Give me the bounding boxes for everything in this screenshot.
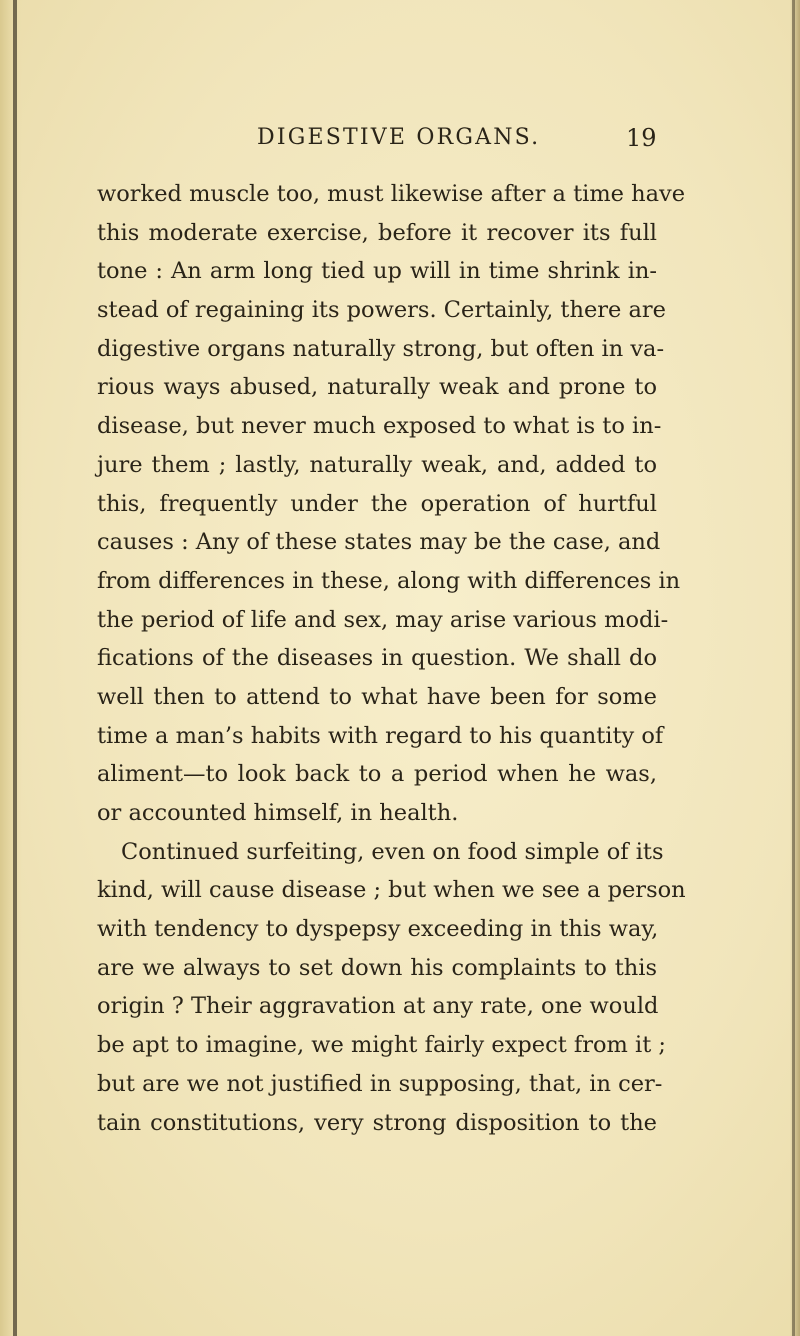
text-line: fications of the diseases in question. We shall do [97,645,657,672]
text-line: are we always to set down his complaints to this [97,954,657,981]
text-line: worked muscle too, must likewise after a time have [97,181,686,207]
paragraph-end-line: or accounted himself, in health. [97,800,459,826]
text-line: the period of life and sex, may arise various modi- [97,606,669,633]
text-line: kind, will cause disease ; but when we see a person [97,877,686,904]
text-line: but are we not justified in supposing, that, in cer- [97,1070,663,1097]
body-text [97,175,686,1142]
text-line: well then to attend to what have been for some [97,683,657,710]
page-number: 19 [626,124,657,152]
text-line: disease, but never much exposed to what is to in- [97,413,662,440]
page-header [0,118,800,158]
text-line: time a man’s habits with regard to his quantity of [97,722,664,749]
running-head: DIGESTIVE ORGANS. [257,125,541,150]
page-left-edge [0,0,22,1336]
right-border-line [792,0,795,1336]
text-line: jure them ; lastly, naturally weak, and, added to [97,451,657,478]
text-line: tone : An arm long tied up will in time shrink in- [97,258,657,285]
paragraph-start-line: Continued surfeiting, even on food simple of its [121,838,664,865]
text-line: digestive organs naturally strong, but often in va- [97,335,665,362]
text-line: aliment—to look back to a period when he was, [97,761,657,788]
text-line: rious ways abused, naturally weak and prone to [97,374,657,401]
text-line: tain constitutions, very strong disposition to the [97,1109,657,1136]
text-line: be apt to imagine, we might fairly expect from it ; [97,1032,666,1059]
text-line: origin ? Their aggravation at any rate, one would [97,993,659,1020]
text-line: causes : Any of these states may be the case, and [97,529,661,556]
binding-line [13,0,17,1336]
text-line: with tendency to dyspepsy exceeding in this way, [97,916,659,943]
text-line: stead of regaining its powers. Certainly, there are [97,297,666,324]
text-line: from differences in these, along with differences in [97,567,681,594]
text-line: this, frequently under the operation of hurtful [97,490,657,517]
text-line: this moderate exercise, before it recover its full [97,219,657,246]
